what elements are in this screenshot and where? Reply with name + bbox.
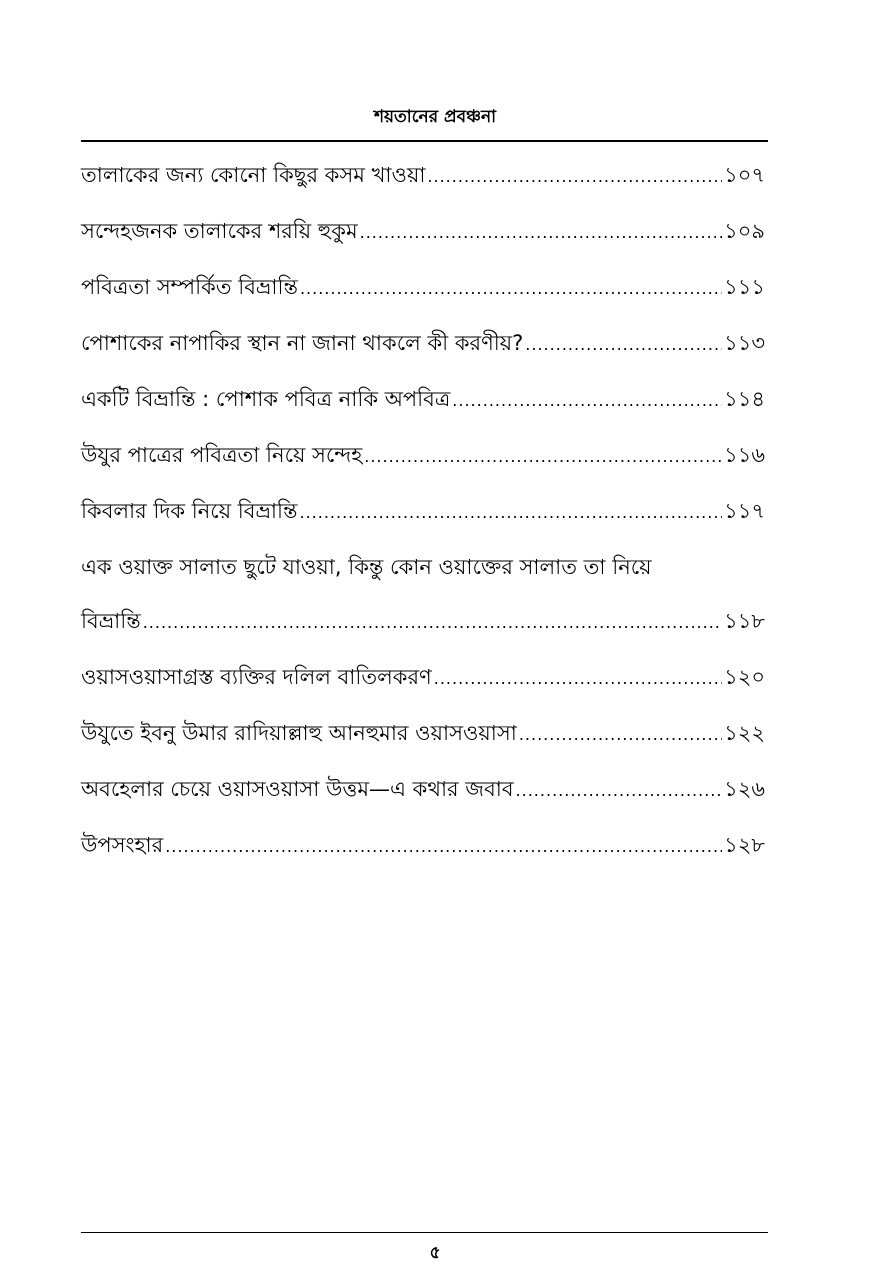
dot-leader [516,764,723,818]
toc-entry-title: অবহেলার চেয়ে ওয়াসওয়াসা উত্তম—এ কথার জবাব [81,777,514,801]
dot-leader [360,206,722,260]
toc-entry-title-line2: বিভ্রান্তি [81,609,141,633]
toc-entry-page: ১১৬ [724,443,765,467]
table-of-contents [81,148,765,874]
dot-leader [143,596,722,650]
toc-entry-page: ১১৮ [724,609,765,633]
dot-leader [165,820,722,874]
toc-entry-page: ১২২ [724,721,765,745]
dot-leader [364,430,722,484]
toc-entry [81,148,765,204]
toc-entry-page: ১২৮ [724,833,765,857]
footer-rule [81,1232,768,1233]
toc-entry [81,372,765,428]
toc-entry-page: ১১৩ [724,331,765,355]
toc-entry-title: পবিত্রতা সম্পর্কিত বিভ্রান্তি [81,275,298,299]
toc-entry-page: ১২০ [724,665,765,689]
toc-entry-page: ১১১ [724,275,765,299]
toc-entry [81,650,765,706]
toc-entry [81,260,765,316]
toc-entry-page: ১০৭ [724,163,765,187]
dot-leader [299,486,722,540]
toc-entry-title-line1: এক ওয়াক্ত সালাত ছুটে যাওয়া, কিন্তু কোন ওয়াক্তের সালাত তা নিয়ে [81,555,652,579]
toc-entry [81,818,765,874]
dot-leader [519,708,722,762]
toc-entry [81,484,765,540]
toc-entry-title: সন্দেহজনক তালাকের শরয়ি হুকুম [81,219,358,243]
dot-leader [525,318,722,372]
toc-entry-title: তালাকের জন্য কোনো কিছুর কসম খাওয়া [81,163,426,187]
toc-entry-title: ওয়াসওয়াসাগ্রস্ত ব্যক্তির দলিল বাতিলকরণ [81,665,432,689]
page-number: ৫ [429,1243,441,1263]
toc-entry-page: ১১৪ [724,387,765,411]
toc-entry-title: উযুতে ইবনু উমার রাদিয়াল্লাহু আনহুমার ওয়াসওয়াসা [81,721,517,745]
dot-leader [434,652,722,706]
toc-entry-page: ১২৬ [724,777,765,801]
toc-entry [81,428,765,484]
dot-leader [300,262,722,316]
toc-entry-title: উপসংহার [81,833,164,857]
toc-entry [81,762,765,818]
toc-entry-multiline [81,540,765,650]
running-header-title: শয়তানের প্রবঞ্চনা [373,107,497,127]
toc-entry-page: ১১৭ [724,499,765,523]
toc-entry-page: ১০৯ [724,219,765,243]
toc-entry-title: উযুর পাত্রের পবিত্রতা নিয়ে সন্দেহ [81,443,363,467]
header-rule [81,140,768,142]
toc-entry [81,706,765,762]
dot-leader [452,374,722,428]
toc-entry-title: পোশাকের নাপাকির স্থান না জানা থাকলে কী করণীয়? [81,331,524,355]
toc-entry [81,204,765,260]
dot-leader [427,150,722,204]
toc-entry-title: একটি বিভ্রান্তি : পোশাক পবিত্র নাকি অপবিত্র [81,387,451,411]
toc-entry-title: কিবলার দিক নিয়ে বিভ্রান্তি [81,499,298,523]
toc-entry [81,316,765,372]
